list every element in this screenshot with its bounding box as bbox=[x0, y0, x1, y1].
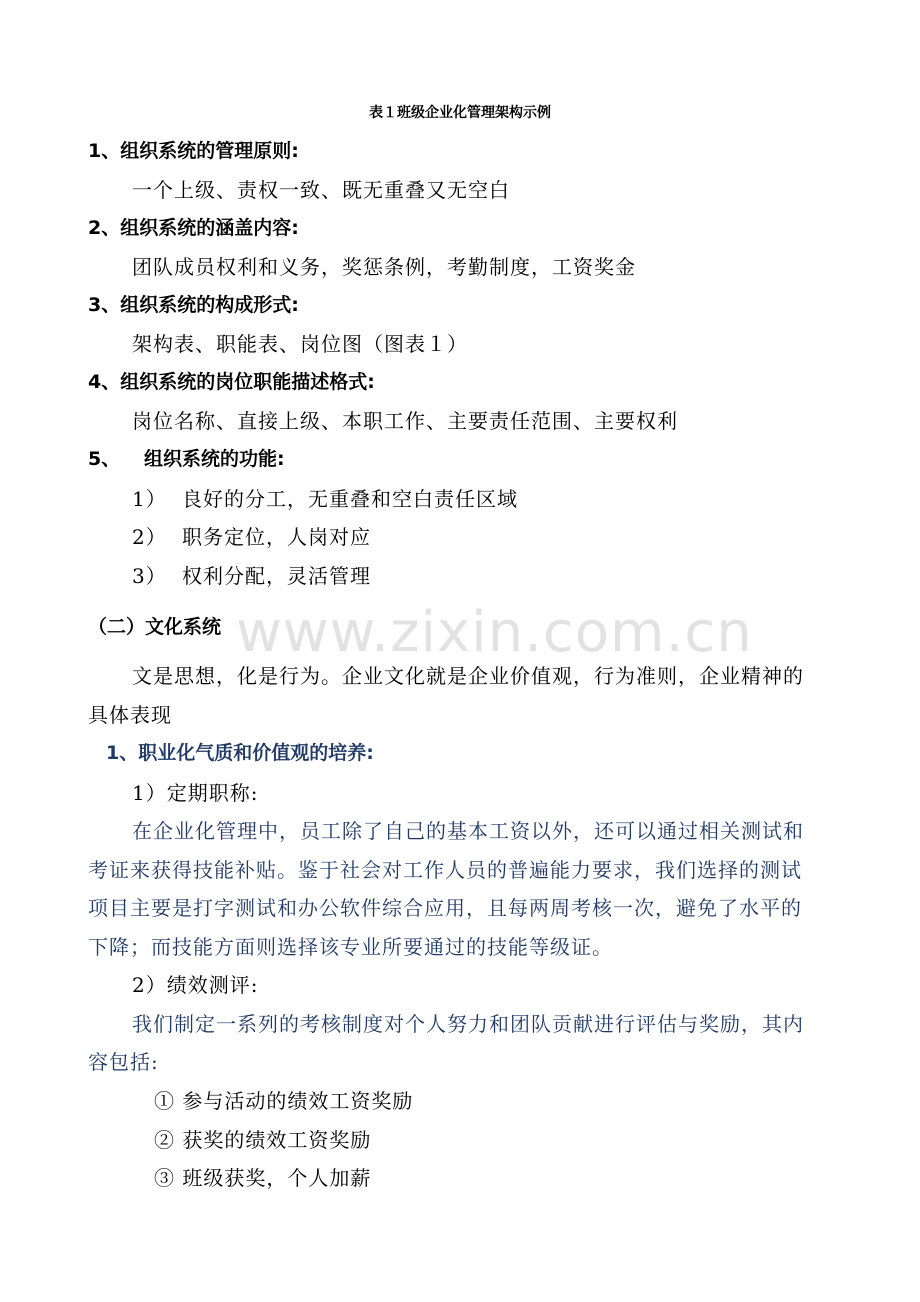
text-management-principles: 一个上级、责权一致、既无重叠又无空白 bbox=[132, 178, 510, 202]
heading-management-principles: 1、组织系统的管理原则: bbox=[88, 140, 299, 162]
reward-item-2: ② 获奖的绩效工资奖励 bbox=[154, 1128, 372, 1152]
text-structure-form: 架构表、职能表、岗位图（图表１） bbox=[132, 332, 468, 356]
function-item-3 bbox=[132, 566, 371, 586]
reward-item-3: ③ 班级获奖，个人加薪 bbox=[154, 1166, 372, 1190]
function-item-1 bbox=[132, 489, 518, 509]
heading-job-description: 4、组织系统的岗位职能描述格式: bbox=[88, 371, 375, 393]
para-regular-title-line-1: 在企业化管理中，员工除了自己的基本工资以外，还可以通过相关测试和 bbox=[132, 819, 804, 843]
function-item-number: 1） bbox=[132, 487, 167, 511]
function-item-text: 良好的分工，无重叠和空白责任区域 bbox=[182, 487, 518, 511]
heading-functions bbox=[88, 450, 285, 469]
para-performance-line-2: 容包括: bbox=[88, 1050, 159, 1074]
para-performance-line-1: 我们制定一系列的考核制度对个人努力和团队贡献进行评估与奖励，其内 bbox=[132, 1012, 804, 1036]
heading-functions-text: 组织系统的功能: bbox=[144, 448, 285, 470]
item-regular-title: 1）定期职称: bbox=[132, 781, 259, 805]
culture-intro-line-2: 具体表现 bbox=[88, 703, 172, 727]
watermark-text: www.zixin.com.cn bbox=[236, 600, 753, 665]
reward-item-1: ① 参与活动的绩效工资奖励 bbox=[154, 1089, 414, 1113]
section-title-culture: （二）文化系统 bbox=[88, 616, 222, 638]
function-item-number: 2） bbox=[132, 525, 167, 549]
function-item-2 bbox=[132, 527, 371, 547]
function-item-text: 权利分配，灵活管理 bbox=[182, 564, 371, 588]
heading-functions-number: 5、 bbox=[88, 448, 121, 470]
function-item-number: 3） bbox=[132, 564, 167, 588]
table-caption: 表１班级企业化管理架构示例 bbox=[369, 105, 551, 121]
function-item-text: 职务定位，人岗对应 bbox=[182, 525, 371, 549]
para-regular-title-line-4: 下降；而技能方面则选择该专业所要通过的技能等级证。 bbox=[88, 935, 613, 959]
para-regular-title-line-3: 项目主要是打字测试和办公软件综合应用，且每两周考核一次，避免了水平的 bbox=[88, 896, 802, 920]
text-coverage: 团队成员权利和义务，奖惩条例，考勤制度，工资奖金 bbox=[132, 255, 636, 279]
culture-intro-line-1: 文是思想，化是行为。企业文化就是企业价值观，行为准则，企业精神的 bbox=[132, 664, 804, 688]
subheading-professional-quality: 1、职业化气质和价值观的培养: bbox=[106, 742, 374, 764]
heading-coverage: 2、组织系统的涵盖内容: bbox=[88, 217, 299, 239]
para-regular-title-line-2: 考证来获得技能补贴。鉴于社会对工作人员的普遍能力要求，我们选择的测试 bbox=[88, 858, 802, 882]
heading-structure-form: 3、组织系统的构成形式: bbox=[88, 294, 299, 316]
item-performance-evaluation: 2）绩效测评: bbox=[132, 973, 259, 997]
text-job-description: 岗位名称、直接上级、本职工作、主要责任范围、主要权利 bbox=[132, 409, 678, 433]
